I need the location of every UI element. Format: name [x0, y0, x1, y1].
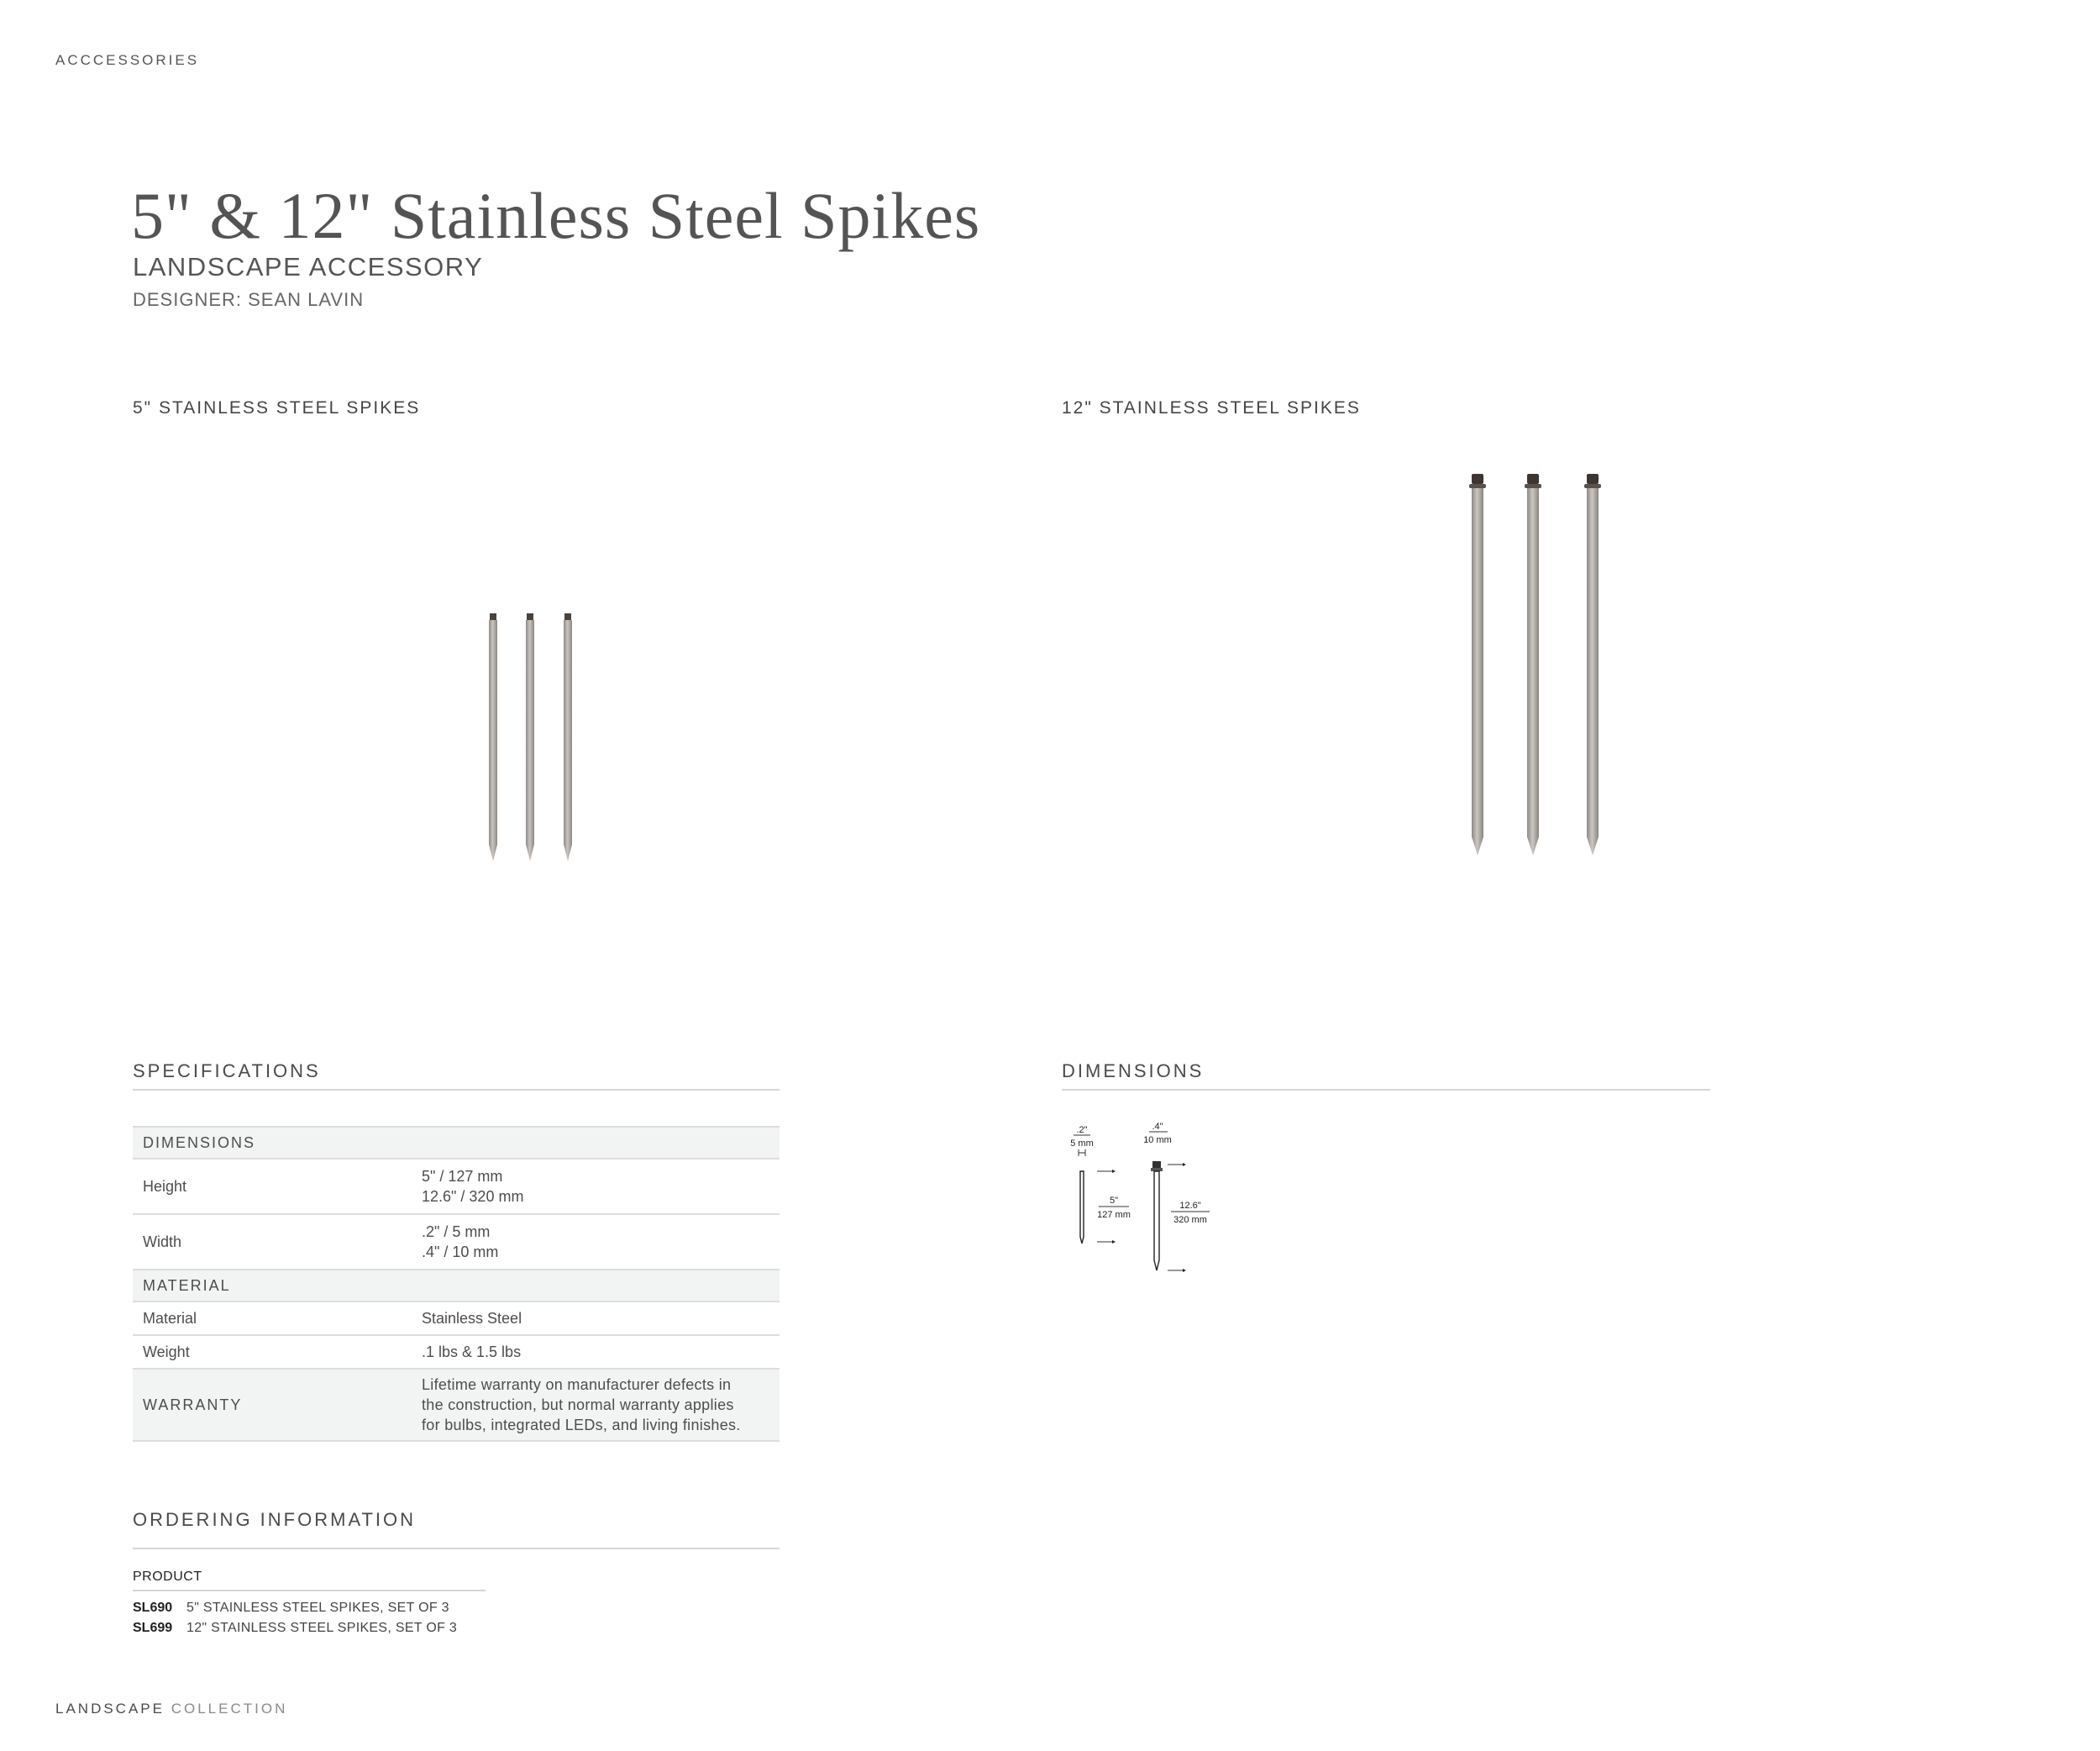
product-code: SL699 [133, 1621, 173, 1635]
spec-label: Width [133, 1214, 412, 1270]
spec-row-height [133, 1159, 780, 1214]
designer-credit: DESIGNER: SEAN LAVIN [133, 289, 365, 310]
spec-value: 5" / 127 mm 12.6" / 320 mm [412, 1159, 780, 1214]
large-width-mm: 10 mm [1143, 1135, 1172, 1145]
page-title: 5" & 12" Stainless Steel Spikes [131, 179, 981, 252]
spec-value: Lifetime warranty on manufacturer defects in the construction, but normal warranty applies for bulbs, integrated LEDs, and living finishes. [412, 1369, 780, 1441]
spec-label: Material [133, 1301, 412, 1335]
small-height-mm: 127 mm [1097, 1210, 1131, 1220]
spike-1 [489, 613, 497, 861]
spec-label: WARRANTY [133, 1369, 412, 1441]
large-height-mm: 320 mm [1173, 1215, 1207, 1225]
dimension-diagram [1062, 1119, 1221, 1279]
spec-value: .1 lbs & 1.5 lbs [412, 1335, 780, 1369]
spike-2 [1525, 474, 1541, 855]
spike-3 [564, 613, 572, 861]
spec-row-weight [133, 1335, 780, 1369]
large-height-in: 12.6" [1179, 1201, 1201, 1211]
product-column-header: PRODUCT [133, 1570, 486, 1591]
spec-row-width [133, 1214, 780, 1270]
spec-row-material [133, 1301, 780, 1335]
ordering-row [133, 1622, 486, 1635]
specifications-rule [133, 1089, 780, 1091]
twelve-inch-spikes-image [1462, 467, 1630, 870]
footer-collection [55, 1701, 287, 1717]
ordering-row [133, 1601, 486, 1615]
five-inch-image-label: 5" STAINLESS STEEL SPIKES [133, 398, 421, 418]
spec-value: .2" / 5 mm .4" / 10 mm [412, 1214, 780, 1270]
specifications-heading: SPECIFICATIONS [133, 1060, 321, 1081]
product-description: 12" STAINLESS STEEL SPIKES, SET OF 3 [186, 1621, 458, 1635]
dimensions-heading: DIMENSIONS [1062, 1060, 1205, 1081]
specifications-table [133, 1126, 780, 1442]
five-inch-spikes-image [470, 605, 596, 874]
ordering-rule [133, 1548, 780, 1549]
large-width-in: .4" [1152, 1122, 1163, 1132]
product-description: 5" STAINLESS STEEL SPIKES, SET OF 3 [186, 1601, 449, 1615]
dimensions-rule [1062, 1089, 1710, 1091]
spike-1 [1469, 474, 1486, 855]
spec-label: Height [133, 1159, 412, 1214]
group-label: DIMENSIONS [133, 1127, 780, 1159]
spec-row-warranty [133, 1369, 780, 1441]
group-label: MATERIAL [133, 1270, 780, 1301]
spike-2 [526, 613, 534, 861]
spike-3 [1584, 474, 1601, 855]
small-height-in: 5" [1109, 1196, 1119, 1206]
footer-collection-name: LANDSCAPE [55, 1701, 165, 1717]
footer-collection-word: COLLECTION [171, 1701, 288, 1717]
category-label: ACCCESSORIES [55, 52, 200, 68]
product-code: SL690 [133, 1601, 173, 1615]
ordering-heading: ORDERING INFORMATION [133, 1509, 417, 1530]
spec-group-dimensions [133, 1127, 780, 1159]
product-subtitle: LANDSCAPE ACCESSORY [133, 252, 484, 281]
small-width-in: .2" [1076, 1125, 1088, 1135]
twelve-inch-image-label: 12" STAINLESS STEEL SPIKES [1062, 398, 1361, 418]
ordering-table [133, 1570, 486, 1635]
spec-group-material [133, 1270, 780, 1301]
spec-value: Stainless Steel [412, 1301, 780, 1335]
small-width-mm: 5 mm [1070, 1138, 1094, 1149]
spec-label: Weight [133, 1335, 412, 1369]
